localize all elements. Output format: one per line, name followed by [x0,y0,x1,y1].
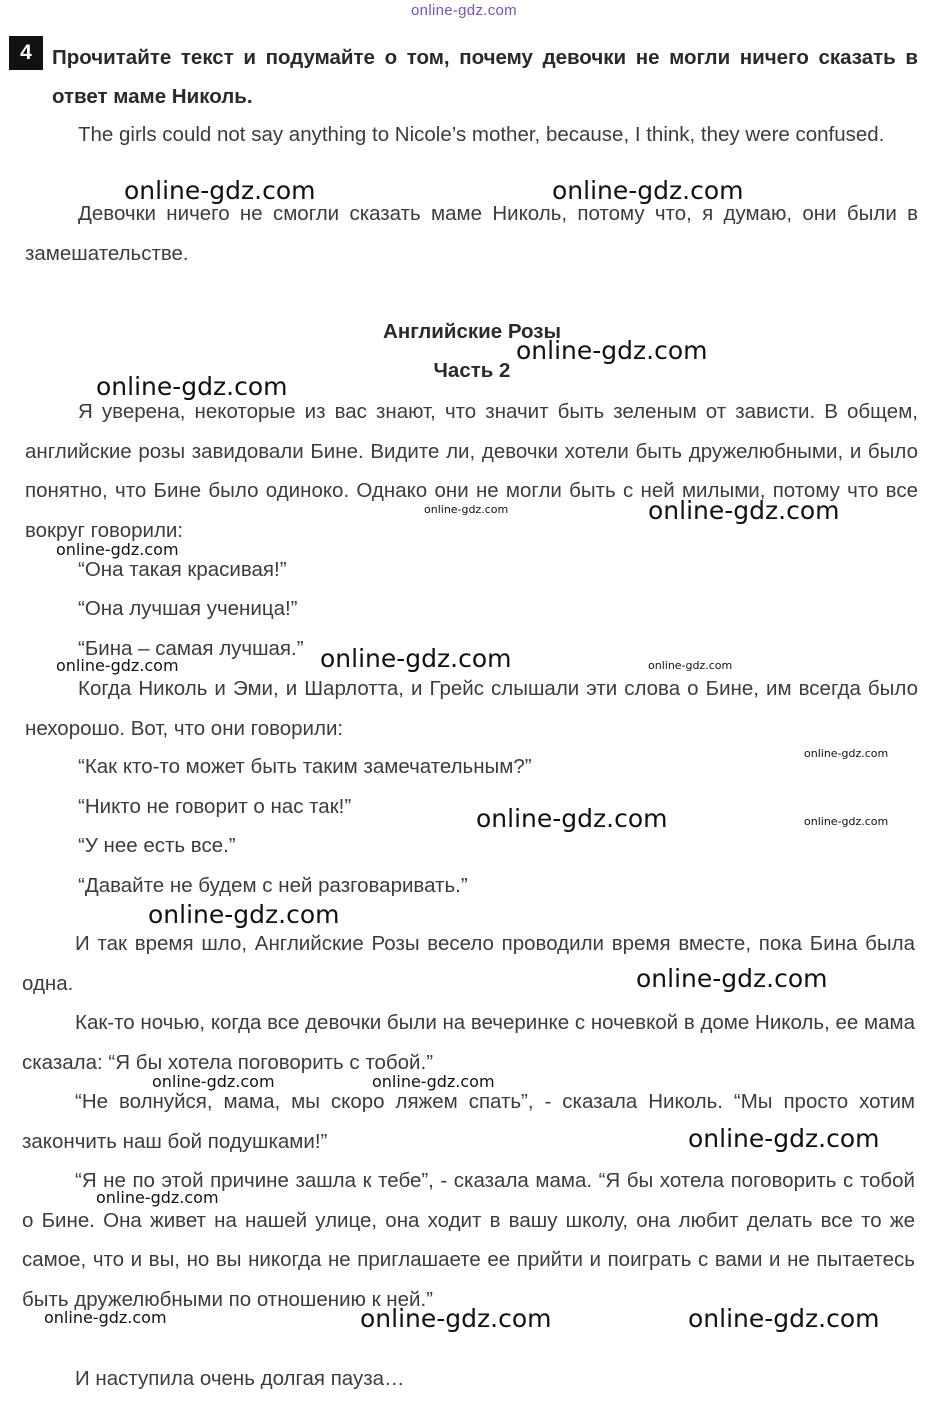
watermark: online-gdz.com [552,176,744,205]
quote-7: “Давайте не будем с ней разговаривать.” [78,874,468,897]
story-paragraph-4: Как-то ночью, когда все девочки были на вечеринке с ночевкой в доме Николь, ее мама сказала: “Я бы хотела поговорить с тобой.” [22,1011,915,1074]
answer-russian: Девочки ничего не смогли сказать маме Николь, потому что, я думаю, они были в замешательстве. [25,202,918,265]
story-paragraph-7: И наступила очень долгая пауза… [75,1367,405,1390]
watermark: online-gdz.com [476,804,668,833]
story-paragraph-1: Я уверена, некоторые из вас знают, что значит быть зеленым от зависти. В общем, английские розы завидовали Бине. Видите ли, девочки хотели быть дружелюбными, и было понятно, что Бине было одиноко. Однако они не могли быть с ней милыми, потому что все вокруг говорили: [25,400,918,542]
story-paragraph-5: “Не волнуйся, мама, мы скоро ляжем спать”, - сказала Николь. “Мы просто хотим закончить наш бой подушками!” [22,1090,915,1153]
watermark: online-gdz.com [56,656,179,675]
answer-english: The girls could not say anything to Nicole’s mother, because, I think, they were confused. [78,123,885,146]
watermark: online-gdz.com [648,659,733,672]
site-header-link[interactable]: online-gdz.com [411,2,517,19]
quote-4: “Как кто-то может быть таким замечательным?” [78,755,532,778]
story-title: Английские Розы [383,320,561,343]
story-paragraph-2: Когда Николь и Эми, и Шарлотта, и Грейс слышали эти слова о Бине, им всегда было нехорошо. Вот, что они говорили: [25,677,918,740]
watermark: online-gdz.com [56,540,179,559]
watermark: online-gdz.com [424,503,509,516]
watermark: online-gdz.com [360,1304,552,1333]
watermark: online-gdz.com [96,372,288,401]
watermark: online-gdz.com [804,747,889,760]
watermark: online-gdz.com [688,1124,880,1153]
watermark: online-gdz.com [96,1188,219,1207]
story-part: Часть 2 [433,359,511,382]
quote-2: “Она лучшая ученица!” [78,597,298,620]
watermark: online-gdz.com [516,336,708,365]
story-paragraph-6: “Я не по этой причине зашла к тебе”, - сказала мама. “Я бы хотела поговорить с тобой о Бине. Она живет на нашей улице, она ходит в вашу школу, она любит делать все то же самое, что и вы, но вы никогда не приглашаете ее прийти и поиграть с вами и не пытаетесь быть дружелюбными по отношению к ней.” [22,1169,915,1311]
quote-5: “Никто не говорит о нас так!” [78,795,352,818]
watermark: online-gdz.com [320,644,512,673]
watermark: online-gdz.com [152,1072,275,1091]
watermark: online-gdz.com [688,1304,880,1333]
watermark: online-gdz.com [124,176,316,205]
watermark: online-gdz.com [148,900,340,929]
watermark: online-gdz.com [372,1072,495,1091]
task-number-badge: 4 [9,36,43,70]
story-paragraph-3: И так время шло, Английские Розы весело проводили время вместе, пока Бина была одна. [22,932,915,995]
watermark: online-gdz.com [636,964,828,993]
task-title: Прочитайте текст и подумайте о том, почему девочки не могли ничего сказать в ответ маме Николь. [52,46,918,108]
watermark: online-gdz.com [44,1308,167,1327]
watermark: online-gdz.com [804,815,889,828]
quote-3: “Бина – самая лучшая.” [78,637,304,660]
quote-6: “У нее есть все.” [78,834,236,857]
watermark: online-gdz.com [648,496,840,525]
quote-1: “Она такая красивая!” [78,558,287,581]
